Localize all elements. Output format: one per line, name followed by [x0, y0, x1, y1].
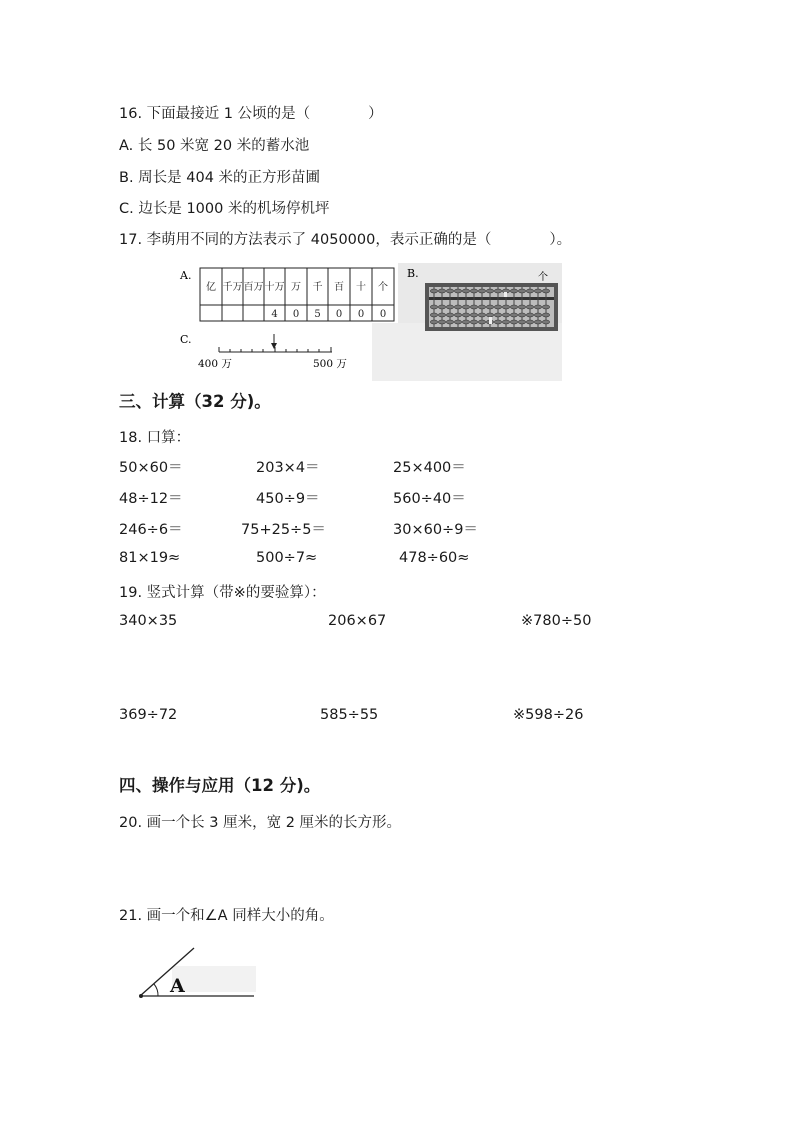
oral-calc-item: 500÷7≈: [256, 550, 318, 566]
place-header: 个: [378, 282, 388, 293]
q16-option-a: A. 长 50 米宽 20 米的蓄水池: [119, 138, 310, 154]
vertical-calc-item: ※598÷26: [513, 707, 584, 723]
angle-vertex: [139, 994, 143, 998]
oral-calc-item: 25×400＝: [393, 460, 466, 476]
q16-option-c: C. 边长是 1000 米的机场停机坪: [119, 201, 330, 217]
place-digit: 0: [379, 309, 387, 320]
abacus: [425, 283, 558, 331]
place-digit: 0: [335, 309, 343, 320]
q19-stem: 19. 竖式计算（带※的要验算）：: [119, 585, 326, 601]
angle-arc: [154, 984, 158, 996]
angle-a-svg: [134, 942, 258, 1004]
oral-calc-item: 75+25÷5＝: [241, 522, 326, 538]
place-digit: 5: [314, 309, 321, 320]
q20-stem: 20. 画一个长 3 厘米，宽 2 厘米的长方形。: [119, 815, 402, 831]
q21-stem: 21. 画一个和∠A 同样大小的角。: [119, 908, 334, 924]
oral-calc-item: 81×19≈: [119, 550, 181, 566]
section4-title: 四、操作与应用（12 分)。: [119, 776, 321, 795]
option-c-label: C.: [180, 333, 192, 346]
abacus-marker-bottom: [489, 317, 492, 324]
place-header: 百: [334, 282, 344, 293]
oral-calc-item: 246÷6＝: [119, 522, 183, 538]
place-header: 千万: [222, 282, 243, 293]
oral-calc-item: 560÷40＝: [393, 491, 466, 507]
oral-calc-item: 203×4＝: [256, 460, 320, 476]
place-header: 万: [291, 282, 301, 293]
abacus-arrow-label: 个: [538, 272, 548, 283]
place-header: 千: [312, 282, 323, 293]
vertical-calc-item: 585÷55: [320, 707, 379, 723]
option-a-label: A.: [180, 269, 192, 282]
option-b-label: B.: [407, 267, 419, 280]
angle-a-label: A: [170, 975, 185, 997]
q16-stem: 16. 下面最接近 1 公顷的是（ ）: [119, 106, 383, 122]
q17-figure-svg: [176, 263, 562, 381]
place-header: 亿: [206, 282, 216, 293]
angle-a-figure: [134, 942, 258, 1004]
oral-calc-item: 478÷60≈: [399, 550, 470, 566]
place-digit: 0: [357, 309, 365, 320]
oral-calc-item: 450÷9＝: [256, 491, 320, 507]
scan-noise-bg: [372, 323, 562, 381]
oral-calc-item: 30×60÷9＝: [393, 522, 478, 538]
place-digit: 0: [292, 309, 300, 320]
oral-calc-item: 48÷12＝: [119, 491, 183, 507]
vertical-calc-item: 340×35: [119, 613, 178, 629]
vertical-calc-item: 206×67: [328, 613, 387, 629]
place-digit: 4: [271, 309, 278, 320]
place-digits: [271, 309, 386, 320]
number-line-start: 400 万: [198, 358, 232, 370]
vertical-calc-item: 369÷72: [119, 707, 178, 723]
place-header: 百万: [243, 282, 264, 293]
abacus-beam: [429, 297, 554, 300]
place-headers: [206, 280, 388, 293]
oral-calc-item: 50×60＝: [119, 460, 183, 476]
q17-figure: [176, 263, 562, 381]
abacus-marker-top: [504, 292, 507, 297]
place-header: 十万: [264, 282, 285, 293]
q17-stem: 17. 李萌用不同的方法表示了 4050000，表示正确的是（ ）。: [119, 232, 572, 248]
q18-stem: 18. 口算：: [119, 430, 191, 446]
section3-title: 三、计算（32 分)。: [119, 392, 271, 411]
number-line-end: 500 万: [313, 358, 347, 370]
q16-option-b: B. 周长是 404 米的正方形苗圃: [119, 170, 321, 186]
vertical-calc-item: ※780÷50: [521, 613, 592, 629]
place-header: 十: [356, 282, 366, 293]
number-line-arrowhead: [271, 343, 277, 349]
